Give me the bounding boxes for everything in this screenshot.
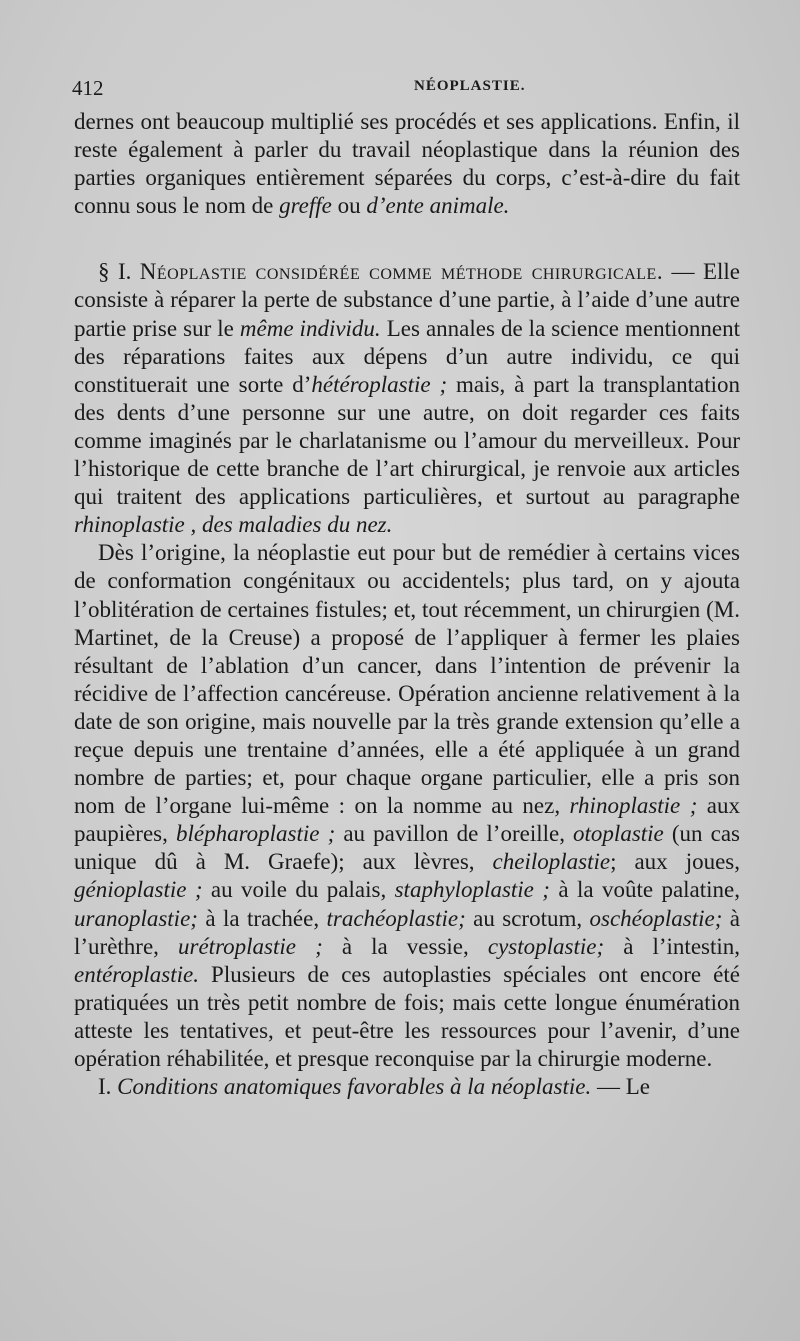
page-body [74, 108, 740, 1101]
italic-term: greffe [279, 193, 332, 219]
text-run: ; aux joues, [610, 849, 740, 875]
text-run: ou [331, 193, 367, 219]
text-run: à la vessie, [322, 933, 488, 959]
italic-term: staphyloplastie ; [394, 877, 550, 903]
italic-term: hétéroplastie ; [311, 371, 448, 397]
italic-term: même individu. [239, 315, 381, 341]
subsection-paragraph [74, 1073, 740, 1101]
italic-term: blépharoplastie ; [175, 821, 336, 847]
text-run: à l’intestin, [604, 933, 741, 959]
italic-term: entéroplastie. [74, 961, 199, 987]
subsection-heading: Conditions anatomiques favorables à la néoplastie. [117, 1074, 592, 1100]
italic-term: cystoplastie; [487, 933, 605, 959]
italic-term: rhinoplastie , des maladies du nez. [74, 512, 393, 538]
running-title: NÉOPLASTIE. [414, 78, 526, 94]
text-run: Les annales de la science mentionnent des réparations faites aux dépens d’un autre individu, ce qui constituerait une sorte d’ [74, 315, 740, 397]
italic-term: oschéoplastie; [589, 905, 723, 931]
text-run: au pavillon de l’oreille, [335, 821, 574, 847]
section-heading: Néoplastie considérée comme méthode chirurgicale. [139, 259, 664, 285]
italic-term: cheiloplastie [492, 849, 611, 875]
text-run: au scrotum, [465, 905, 590, 931]
text-run: à la voûte palatine, [549, 877, 741, 903]
text-run: — Elle consiste à réparer la perte de substance d’une partie, à l’aide d’une autre partie prise sur le [74, 259, 740, 341]
text-run: à l’urèthre, [74, 905, 740, 959]
paragraph-continuation [74, 108, 740, 220]
page-header [72, 76, 742, 102]
text-run: dernes ont beaucoup multiplié ses procédés et ses applications. Enfin, il reste également à parler du travail néoplastique dans la réunion des parties organiques entièrement séparées du corps, c’est-à-dire du fait connu sous le nom de [74, 109, 740, 219]
italic-term: rhinoplastie ; [569, 793, 698, 819]
italic-term: trachéoplastie; [326, 905, 466, 931]
text-run: (un cas unique dû à M. Graefe); aux lèvres, [74, 821, 740, 875]
text-run: mais, à part la transplantation des dents d’une personne sur une autre, on doit regarder ces faits comme imaginés par le charlatanisme ou l’amour du merveilleux. Pour l’historique de cette branche de l’art chirurgical, je renvoie aux articles qui traitent des applications particulières, et surtout au paragraphe [74, 371, 740, 510]
italic-term: d’ente animale. [366, 193, 510, 219]
text-run: Plusieurs de ces autoplasties spéciales ont encore été pratiquées un très petit nombre de fois; mais cette longue énumération atteste les tentatives, et peut-être les ressources pour l’avenir, d’une opération réhabilitée, et presque reconquise par la chirurgie moderne. [74, 961, 740, 1071]
text-run: — Le [591, 1074, 650, 1100]
section-paragraph [74, 258, 740, 539]
section-marker: § I. [98, 259, 140, 285]
text-run: au voile du palais, [202, 877, 395, 903]
text-run: Dès l’origine, la néoplastie eut pour but de remédier à certains vices de conformation congénitaux ou accidentels; plus tard, on y ajouta l’oblitération de certaines fistules; et, tout récemment, un chirurgien (M. Martinet, de la Creuse) a proposé de l’appliquer à fermer les plaies résultant de l’ablation d’un cancer, dans l’intention de prévenir la récidive de l’affection cancéreuse. Opération ancienne relativement à la date de son origine, mais nouvelle par la très grande extension qu’elle a reçue depuis une trentaine d’années, elle a été appliquée à un grand nombre de parties; et, pour chaque organe particulier, elle a pris son nom de l’organe lui-même : on la nomme au nez, [74, 540, 740, 819]
text-run: aux paupières, [74, 793, 740, 847]
italic-term: uranoplastie; [74, 905, 198, 931]
subsection-marker: I. [98, 1074, 118, 1100]
italic-term: urétroplastie ; [178, 933, 323, 959]
text-run: à la trachée, [197, 905, 327, 931]
italic-term: otoplastie [573, 821, 664, 847]
page-number: 412 [72, 76, 104, 100]
italic-term: génioplastie ; [74, 877, 203, 903]
paragraph [74, 539, 740, 1073]
